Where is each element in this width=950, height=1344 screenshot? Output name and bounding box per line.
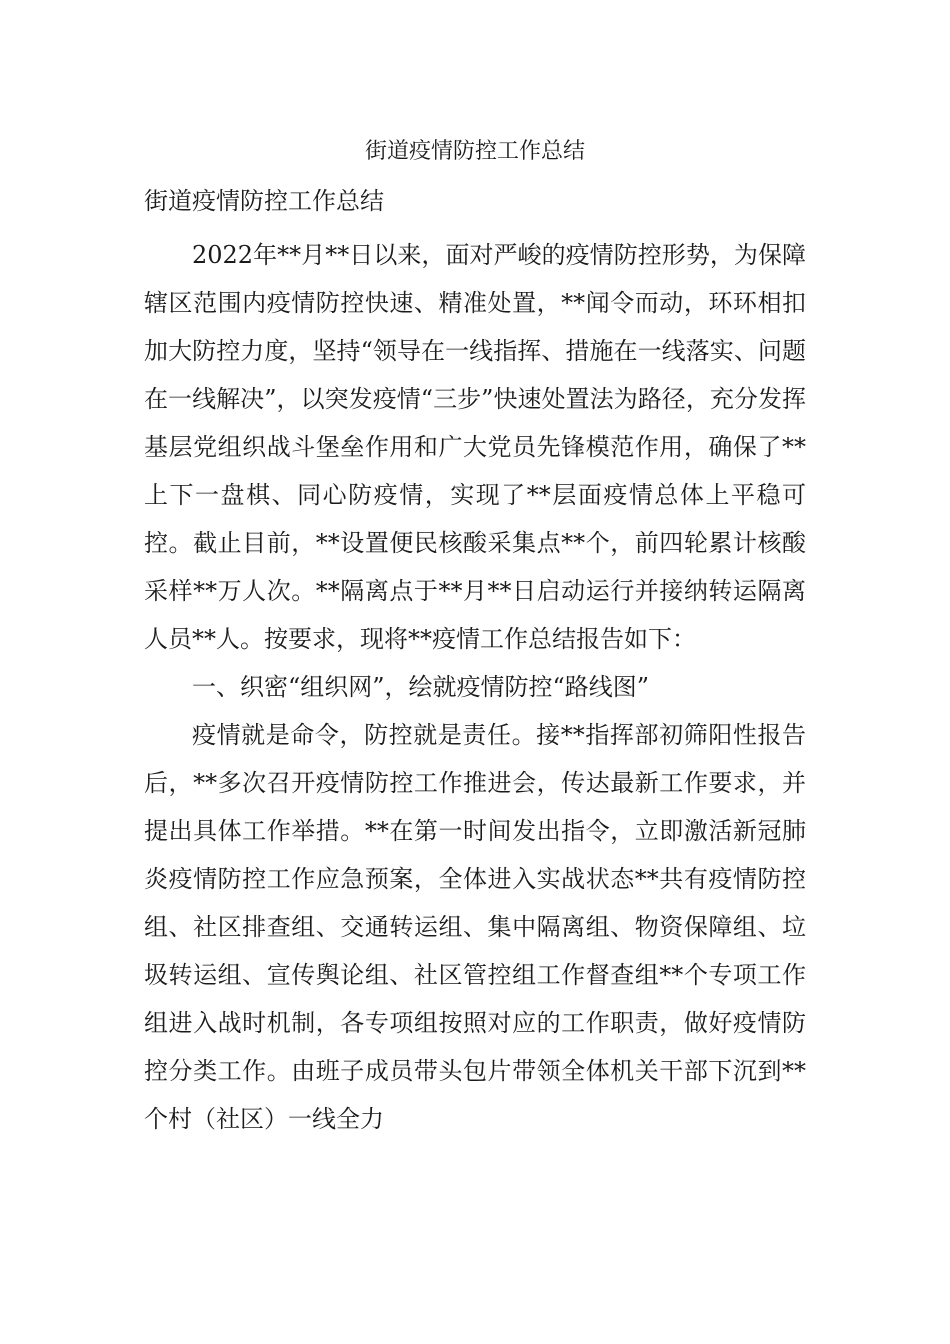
section-paragraph: 疫情就是命令，防控就是责任。接**指挥部初筛阳性报告后，**多次召开疫情防控工作推进会，传达最新工作要求，并提出具体工作举措。**在第一时间发出指令，立即激活新冠肺炎疫情防控工作应急预案，全体进入实战状态**共有疫情防控组、社区排查组、交通转运组、集中隔离组、物资保障组、垃圾转运组、宣传舆论组、社区管控组工作督查组**个专项工作组进入战时机制，各专项组按照对应的工作职责，做好疫情防控分类工作。由班子成员带头包片带领全体机关干部下沉到**个村（社区）一线全力: [144, 721, 806, 1133]
document-title: 街道疫情防控工作总结: [364, 139, 585, 164]
document-subtitle: 街道疫情防控工作总结: [144, 187, 384, 215]
document-body: [144, 231, 806, 1143]
section-heading: 一、织密“组织网”，绘就疫情防控“路线图”: [192, 673, 650, 701]
intro-paragraph: 2022年**月**日以来，面对严峻的疫情防控形势，为保障辖区范围内疫情防控快速、精准处置，**闻令而动，环环相扣加大防控力度，坚持“领导在一线指挥、措施在一线落实、问题在一线解决”，以突发疫情“三步”快速处置法为路径，充分发挥基层党组织战斗堡垒作用和广大党员先锋模范作用，确保了**上下一盘棋、同心防疫情，实现了**层面疫情总体上平稳可控。截止目前，**设置便民核酸采集点**个，前四轮累计核酸采样**万人次。**隔离点于**月**日启动运行并接纳转运隔离人员**人。按要求，现将**疫情工作总结报告如下：: [144, 241, 806, 653]
